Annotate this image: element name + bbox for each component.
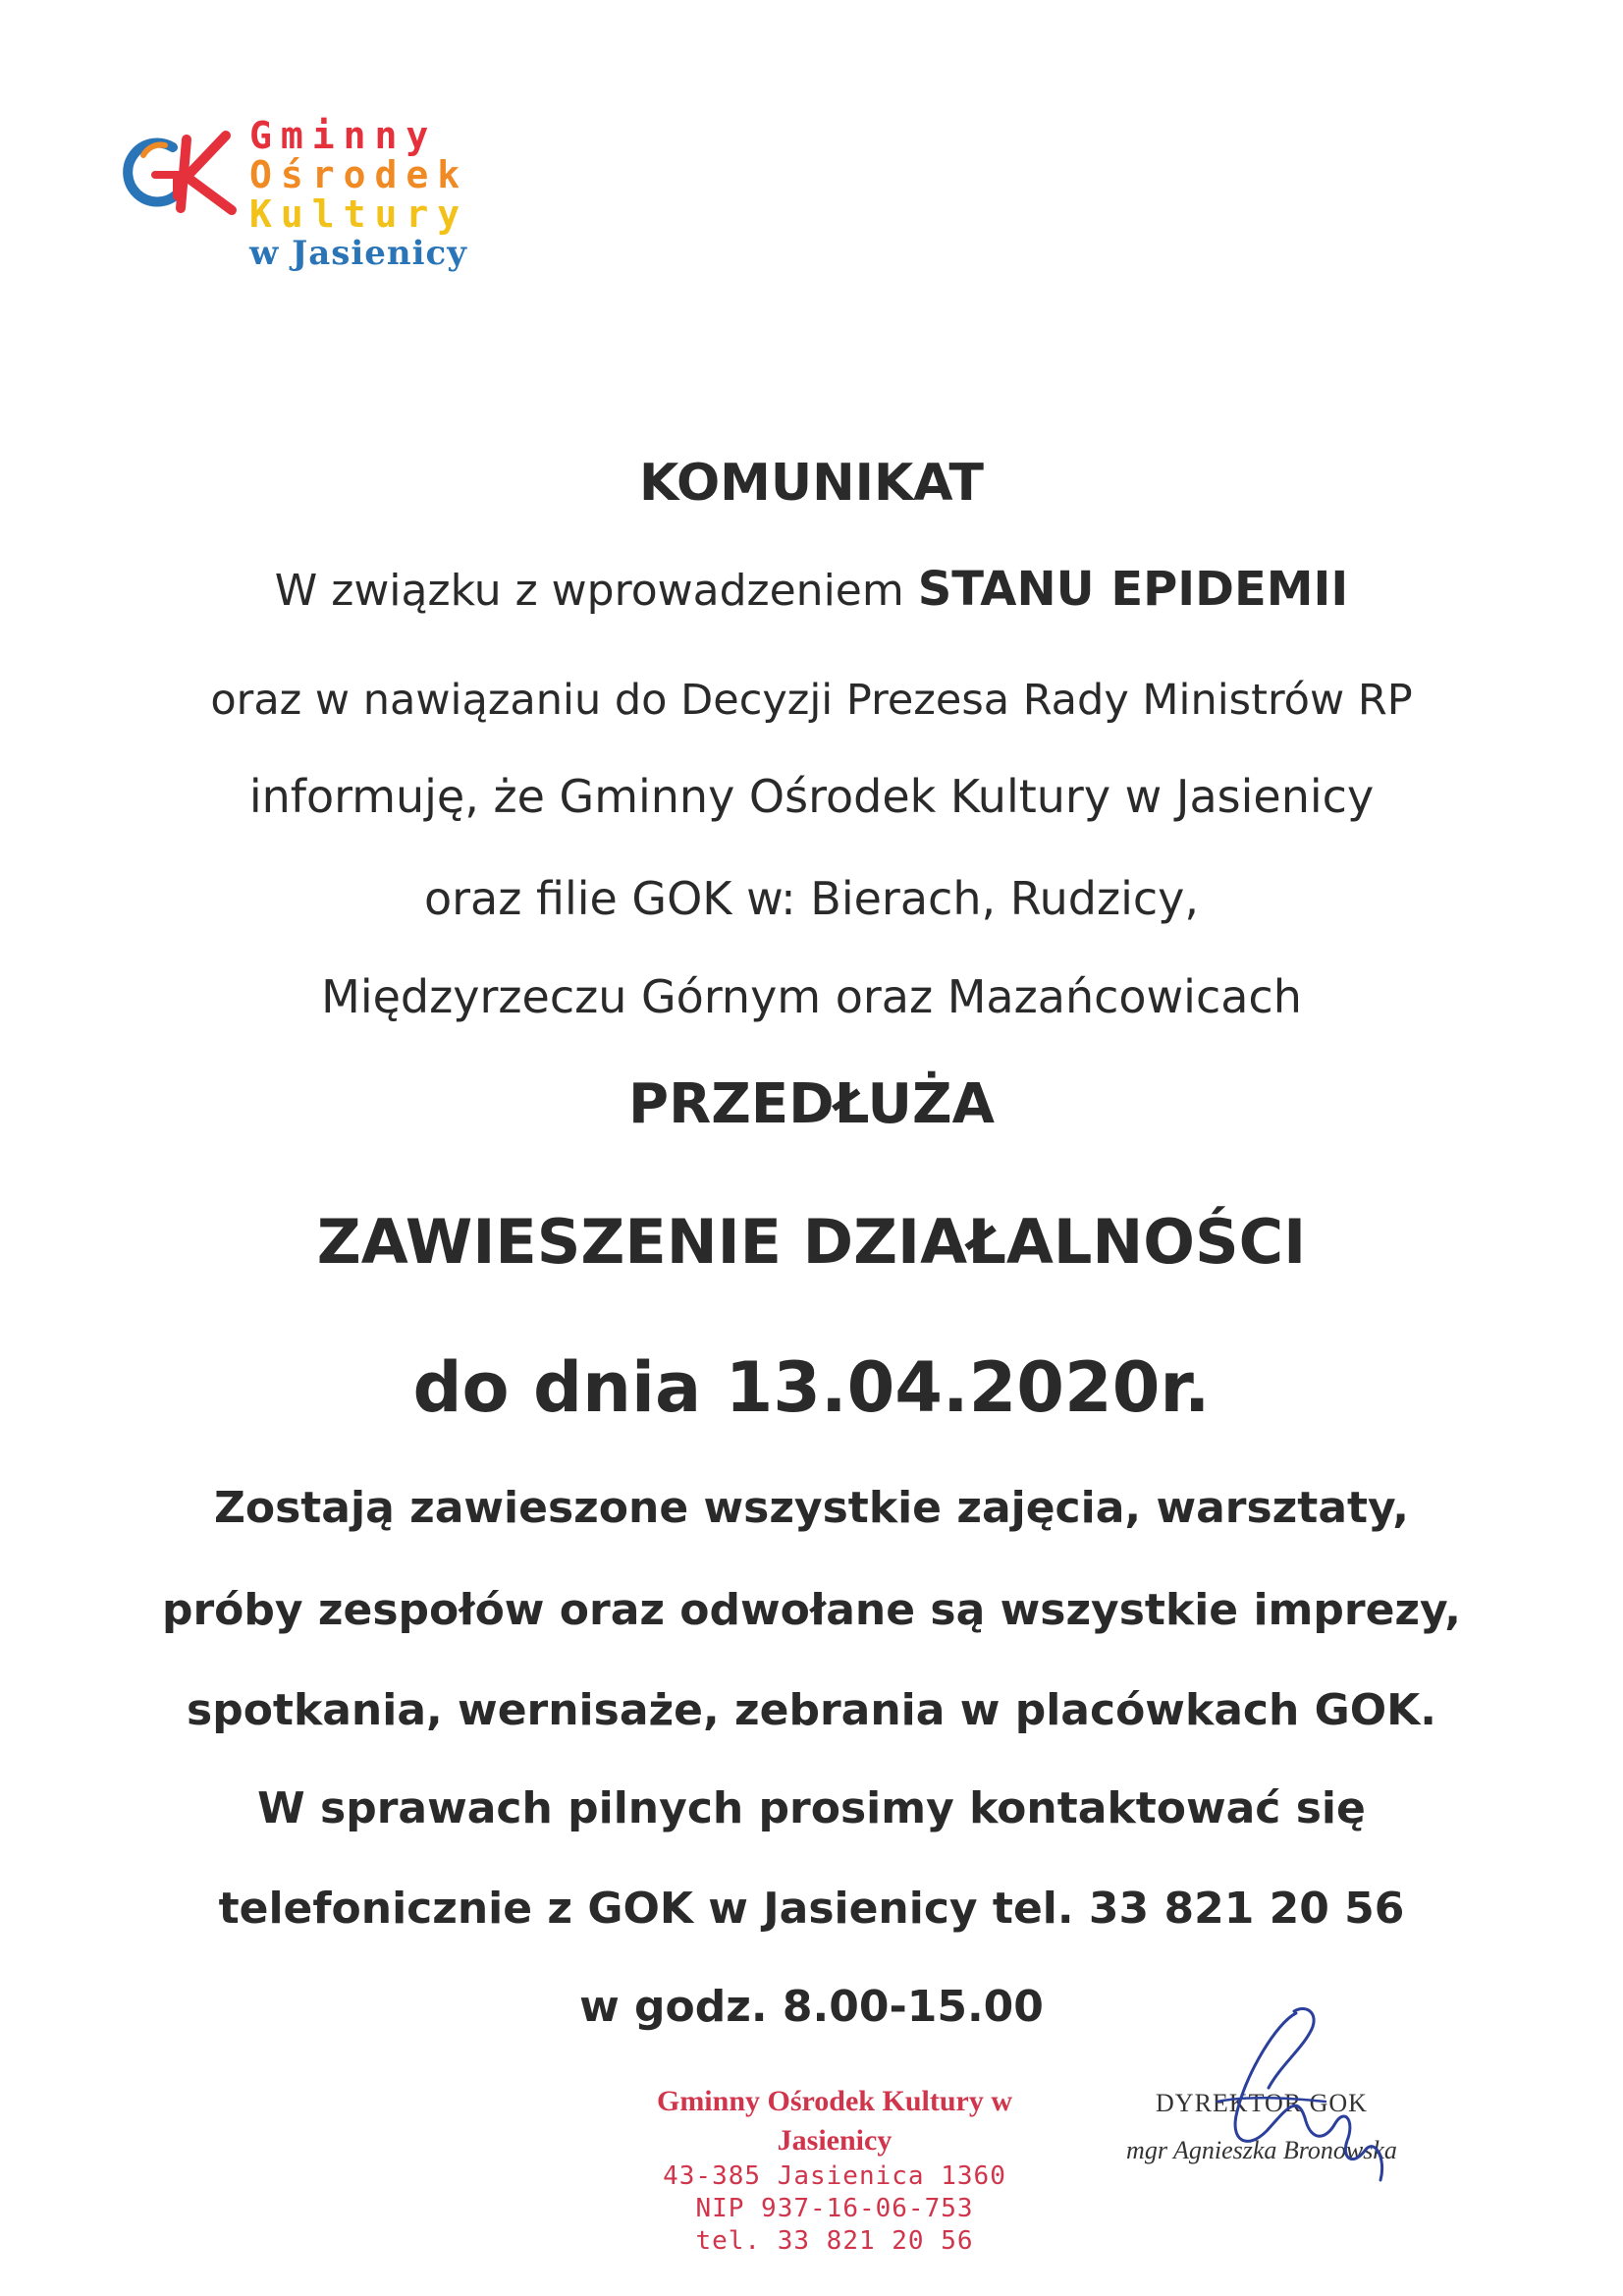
gok-logo xyxy=(116,116,509,288)
notice-line-3: informuję, że Gminny Ośrodek Kultury w Jasienicy xyxy=(248,770,1375,823)
director-signature xyxy=(1178,1994,1404,2200)
notice-line-5: Międzyrzeczu Górnym oraz Mazańcowicach xyxy=(321,970,1302,1023)
notice-paragraph-3: spotkania, wernisaże, zebrania w placówkach GOK. xyxy=(187,1685,1436,1735)
logo-line-3: Kultury xyxy=(249,192,469,236)
notice-paragraph-5: telefonicznie z GOK w Jasienicy tel. 33 821 20 56 xyxy=(218,1884,1405,1934)
notice-suspension: ZAWIESZENIE DZIAŁALNOŚCI xyxy=(316,1206,1307,1278)
logo-line-1: Gminny xyxy=(249,114,438,157)
logo-line-2: Ośrodek xyxy=(249,153,469,196)
stamp-tel: tel. 33 821 20 56 xyxy=(695,2226,974,2256)
gok-logo-mark xyxy=(116,126,243,224)
notice-line-2: oraz w nawiązaniu do Decyzji Prezesa Rady Ministrów RP xyxy=(210,676,1413,725)
director-title: DYREKTOR GOK xyxy=(1156,2089,1368,2117)
notice-until-date: do dnia 13.04.2020r. xyxy=(412,1347,1211,1428)
institution-stamp xyxy=(648,2082,1021,2258)
notice-paragraph-4: W sprawach pilnych prosimy kontaktować się xyxy=(257,1783,1366,1833)
notice-heading: KOMUNIKAT xyxy=(639,454,984,513)
notice-paragraph-6: w godz. 8.00-15.00 xyxy=(579,1982,1044,2032)
notice-paragraph-2: próby zespołów oraz odwołane są wszystkie imprezy, xyxy=(161,1585,1462,1635)
logo-line-4: w Jasienicy xyxy=(249,234,468,273)
director-name: mgr Agnieszka Bronowska xyxy=(1126,2136,1397,2164)
notice-line-4: oraz filie GOK w: Bierach, Rudzicy, xyxy=(423,872,1200,925)
notice-intro-emphasis: STANU EPIDEMII xyxy=(917,562,1349,617)
gok-logo-text xyxy=(249,116,468,273)
stamp-name: Gminny Ośrodek Kultury w Jasienicy xyxy=(656,2085,1012,2157)
notice-paragraph-1: Zostają zawieszone wszystkie zajęcia, warsztaty, xyxy=(213,1483,1410,1533)
notice-extends: PRZEDŁUŻA xyxy=(628,1072,995,1136)
stamp-nip: NIP 937-16-06-753 xyxy=(695,2194,974,2223)
stamp-address: 43-385 Jasienica 1360 xyxy=(663,2161,1006,2191)
notice-intro xyxy=(0,562,1623,617)
notice-intro-prefix: W związku z wprowadzeniem xyxy=(274,566,918,616)
